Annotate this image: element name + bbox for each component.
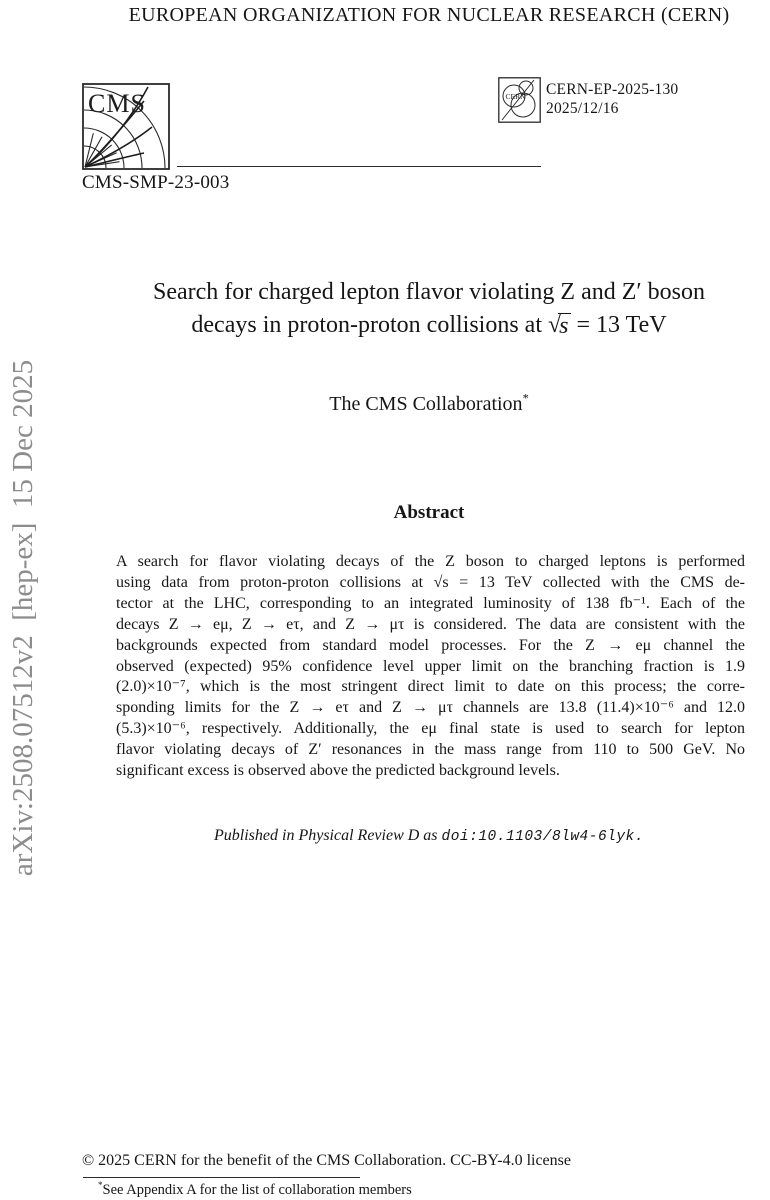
abstract-line: A search for flavor violating decays of the Z boson to charged leptons is performed <box>116 553 745 570</box>
arxiv-stamp: arXiv:2508.07512v2 [hep-ex] 15 Dec 2025 <box>7 359 39 877</box>
org-header: EUROPEAN ORGANIZATION FOR NUCLEAR RESEARCH (CERN) <box>128 4 730 26</box>
collaboration-line <box>88 393 770 416</box>
abstract-line: (5.3)×10⁻⁶, respectively. Additionally, the eμ final state is used to search for lepton <box>116 720 745 738</box>
cms-logo <box>82 83 170 170</box>
title-line1: Search for charged lepton flavor violating Z and Z′ boson <box>153 279 705 305</box>
footnote-text: See Appendix A for the list of collaboration members <box>102 1182 412 1198</box>
abstract-body <box>116 552 745 782</box>
paper-title <box>88 276 770 342</box>
published-line <box>88 827 770 845</box>
abstract-heading: Abstract <box>393 502 465 523</box>
cern-report-id: CERN-EP-2025-130 <box>546 81 679 98</box>
cern-report-block <box>546 80 678 118</box>
cern-logo <box>498 77 541 123</box>
footnote-rule <box>83 1177 360 1178</box>
abstract-line: significant excess is observed above the predicted background levels. <box>116 762 560 780</box>
cms-report-id: CMS-SMP-23-003 <box>82 172 230 193</box>
title-line2-energy: = 13 TeV <box>570 312 667 338</box>
abstract-line: tector at the LHC, corresponding to an integrated luminosity of 138 fb⁻¹. Each of the <box>116 594 745 612</box>
published-prefix: Published in Physical Review D as <box>214 827 442 844</box>
abstract-line: (2.0)×10⁻⁷, which is the most stringent direct limit to date on this process; the corre- <box>116 678 745 696</box>
header-rule <box>177 166 541 167</box>
cms-logo-text: CMS <box>88 89 146 118</box>
collaboration-name: The CMS Collaboration <box>329 393 523 415</box>
sqrt-argument: s <box>559 313 569 339</box>
footnote-marker: * <box>98 1180 103 1191</box>
title-line2-text: decays in proton-proton collisions at <box>191 312 548 338</box>
collaboration-footnote-marker: * <box>522 391 529 406</box>
copyright-line: © 2025 CERN for the benefit of the CMS Collaboration. CC-BY-4.0 license <box>82 1152 571 1169</box>
abstract-line: observed (expected) 95% confidence level upper limit on the branching fraction is 1.9 <box>116 657 745 675</box>
sqrt-radical-icon: √ <box>548 312 562 338</box>
title-line2 <box>88 309 770 342</box>
cern-logo-text: CERN <box>505 92 526 101</box>
abstract-line: sponding limits for the Z → eτ and Z → μτ channels are 13.8 (11.4)×10⁻⁶ and 12.0 <box>116 699 745 717</box>
doi-text: doi:10.1103/8lw4-6lyk. <box>441 829 644 845</box>
report-date: 2025/12/16 <box>546 100 619 117</box>
abstract-line: flavor violating decays of Z′ resonances in the mass range from 110 to 500 GeV. No <box>116 741 745 759</box>
footnote <box>98 1182 412 1199</box>
abstract-line: backgrounds expected from standard model processes. For the Z → eμ channel the <box>116 636 745 654</box>
abstract-line: decays Z → eμ, Z → eτ, and Z → μτ is considered. The data are consistent with the <box>116 615 745 633</box>
abstract-line: using data from proton-proton collisions at √s = 13 TeV collected with the CMS de- <box>116 573 745 591</box>
